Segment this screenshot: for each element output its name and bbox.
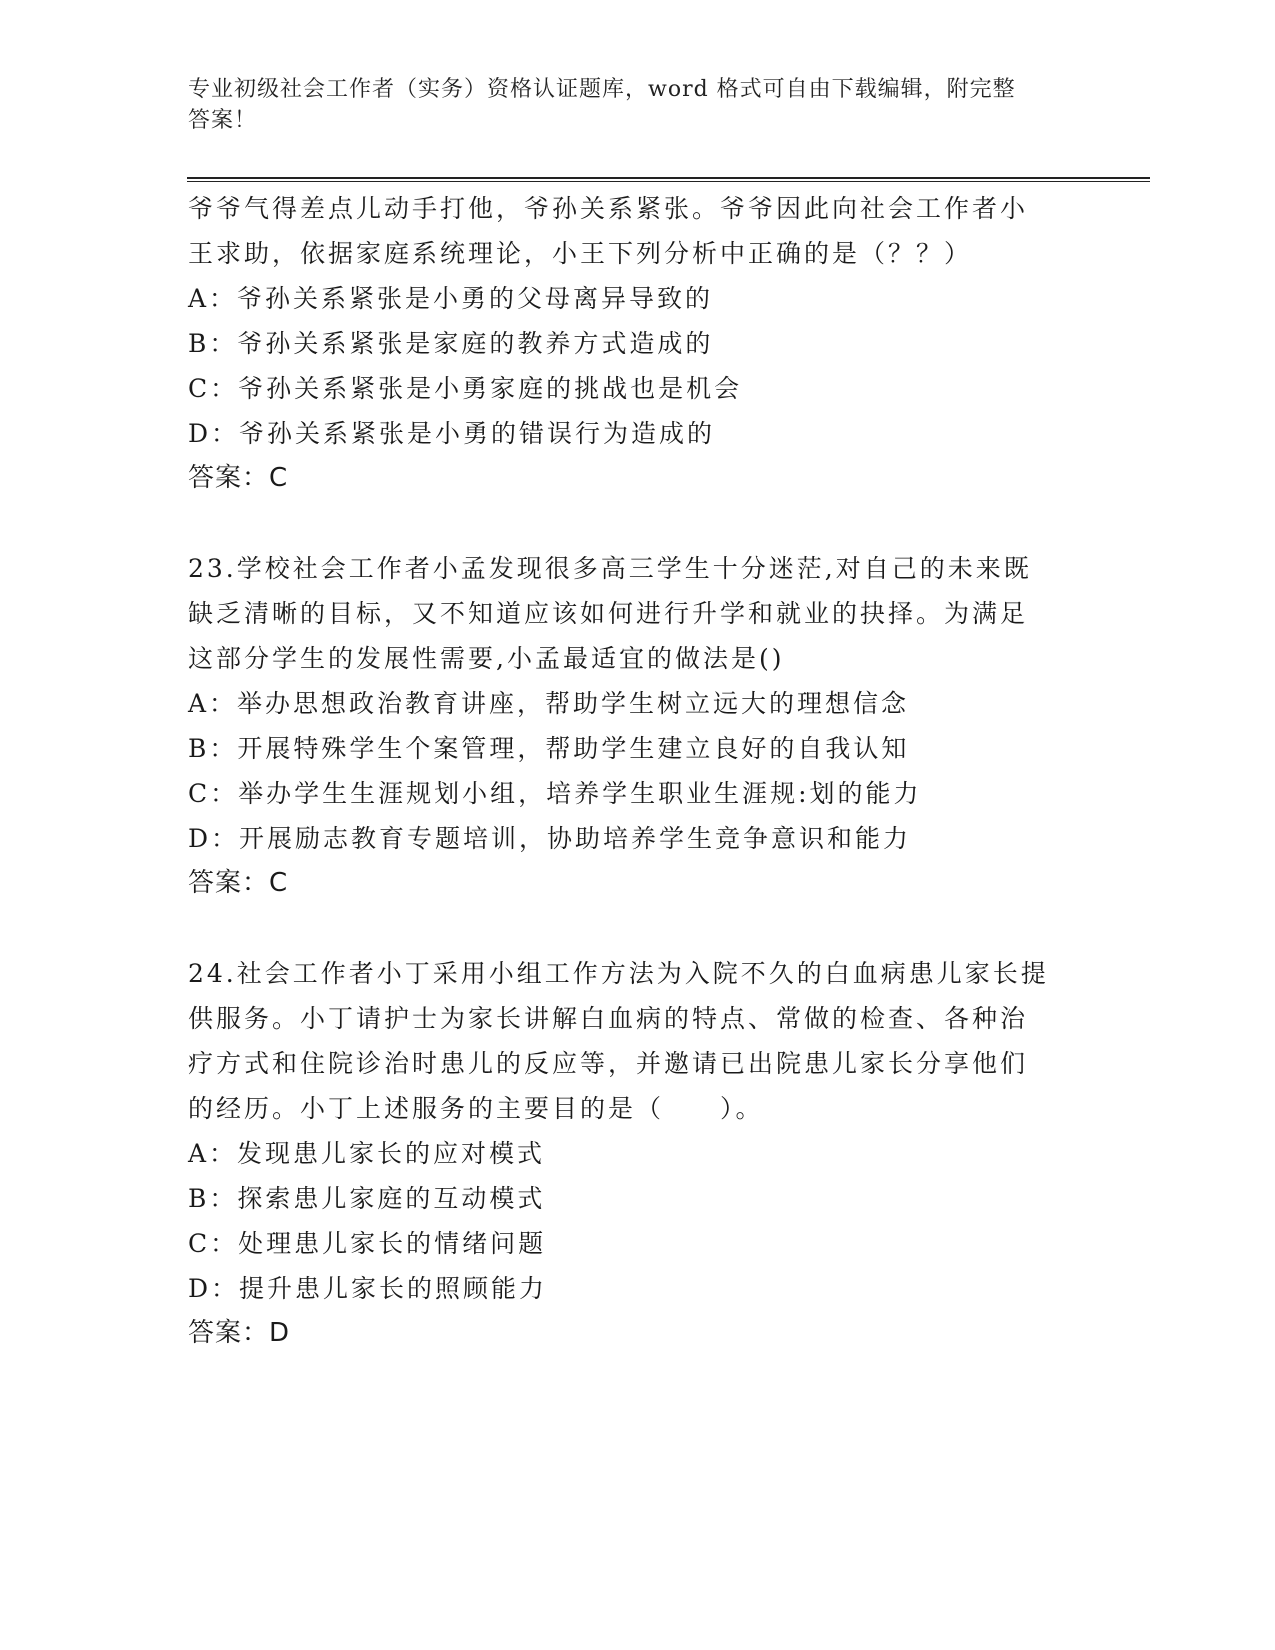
header-line-2: 答案！ xyxy=(188,108,258,133)
header-divider-thick xyxy=(187,177,1150,179)
question-stem-line: 缺乏清晰的目标，又不知道应该如何进行升学和就业的抉择。为满足 xyxy=(188,599,1029,628)
document-header xyxy=(188,74,1068,136)
option-b: B：开展特殊学生个案管理，帮助学生建立良好的自我认知 xyxy=(188,734,910,763)
question-block xyxy=(188,951,1088,1356)
option-a: A：爷孙关系紧张是小勇的父母离异导致的 xyxy=(188,284,714,313)
question-block xyxy=(188,186,1088,501)
option-a: A：举办思想政治教育讲座，帮助学生树立远大的理想信念 xyxy=(188,689,910,718)
option-a: A：发现患儿家长的应对模式 xyxy=(188,1139,546,1168)
question-stem-line: 的经历。小丁上述服务的主要目的是（ ）。 xyxy=(188,1094,764,1123)
header-divider-thin xyxy=(187,181,1150,182)
question-spacer xyxy=(188,906,1088,951)
option-c: C：处理患儿家长的情绪问题 xyxy=(188,1229,547,1258)
question-stem-line: 疗方式和住院诊治时患儿的反应等，并邀请已出院患儿家长分享他们 xyxy=(188,1049,1029,1078)
question-stem-line: 24.社会工作者小丁采用小组工作方法为入院不久的白血病患儿家长提 xyxy=(188,959,1049,988)
answer-line: 答案：C xyxy=(188,868,289,898)
header-line-1: 专业初级社会工作者（实务）资格认证题库，word 格式可自由下载编辑，附完整 xyxy=(188,77,1016,102)
answer-line: 答案：D xyxy=(188,1318,291,1348)
question-stem-line: 23.学校社会工作者小孟发现很多高三学生十分迷茫,对自己的未来既 xyxy=(188,554,1032,583)
option-c: C：举办学生生涯规划小组，培养学生职业生涯规:划的能力 xyxy=(188,779,922,808)
option-b: B：爷孙关系紧张是家庭的教养方式造成的 xyxy=(188,329,714,358)
option-d: D：开展励志教育专题培训，协助培养学生竞争意识和能力 xyxy=(188,824,912,853)
option-c: C：爷孙关系紧张是小勇家庭的挑战也是机会 xyxy=(188,374,743,403)
question-stem-line: 王求助，依据家庭系统理论，小王下列分析中正确的是（？？） xyxy=(188,239,973,268)
question-list xyxy=(188,186,1088,1356)
answer-line: 答案：C xyxy=(188,463,289,493)
question-stem-line: 这部分学生的发展性需要,小孟最适宜的做法是() xyxy=(188,644,785,673)
option-d: D：爷孙关系紧张是小勇的错误行为造成的 xyxy=(188,419,716,448)
option-b: B：探索患儿家庭的互动模式 xyxy=(188,1184,546,1213)
question-block xyxy=(188,546,1088,906)
question-stem-line: 爷爷气得差点儿动手打他，爷孙关系紧张。爷爷因此向社会工作者小 xyxy=(188,194,1029,223)
question-stem-line: 供服务。小丁请护士为家长讲解白血病的特点、常做的检查、各种治 xyxy=(188,1004,1029,1033)
option-d: D：提升患儿家长的照顾能力 xyxy=(188,1274,548,1303)
question-spacer xyxy=(188,501,1088,546)
